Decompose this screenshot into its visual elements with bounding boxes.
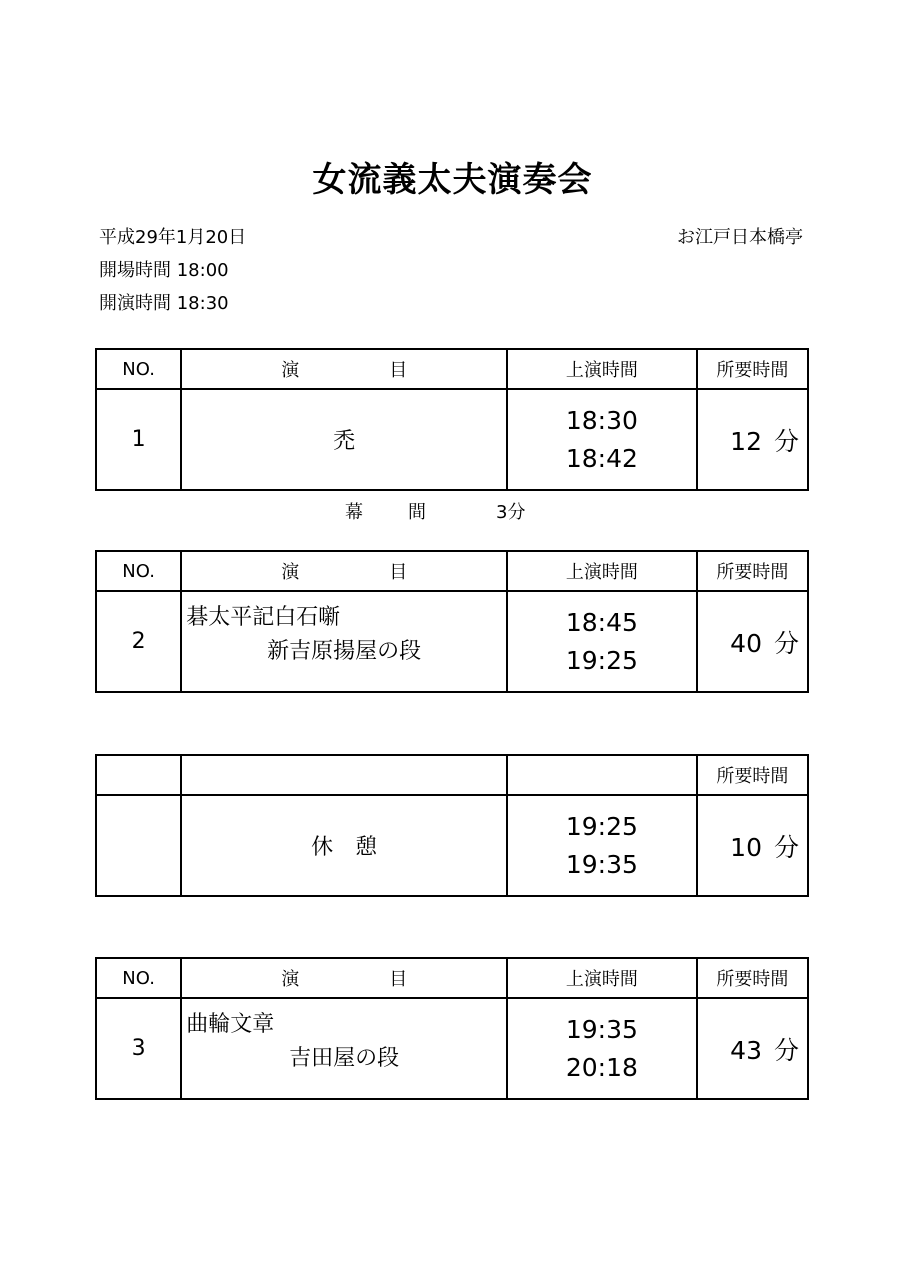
program-table-1 <box>95 348 809 491</box>
program-time <box>507 591 697 692</box>
intermission-note <box>345 498 525 524</box>
program-duration <box>697 389 808 490</box>
program-title-line1: 碁太平記白石噺 <box>186 605 341 630</box>
duration-minutes: 12 <box>730 426 762 456</box>
program-number: 3 <box>96 998 181 1099</box>
header-title <box>181 349 507 389</box>
doors-open <box>99 256 229 282</box>
program-table-2 <box>95 550 809 693</box>
duration-unit: 分 <box>773 628 799 658</box>
intermission-duration: 3分 <box>496 502 526 523</box>
show-start-time: 18:30 <box>176 293 229 314</box>
start-time: 18:30 <box>565 405 638 435</box>
header-title-b: 目 <box>389 562 408 583</box>
end-time: 19:25 <box>565 645 638 675</box>
table-header-row <box>96 755 808 795</box>
program-time <box>507 998 697 1099</box>
doors-open-label: 開場時間 <box>99 260 171 281</box>
program-title-line2: 吉田屋の段 <box>289 1046 400 1071</box>
end-time: 19:35 <box>565 849 638 879</box>
program-time <box>507 795 697 896</box>
header-no: NO. <box>96 349 181 389</box>
duration-minutes: 10 <box>730 832 762 862</box>
header-title-a: 演 <box>281 562 300 583</box>
table-header-row <box>96 349 808 389</box>
header-duration: 所要時間 <box>697 551 808 591</box>
header-title <box>181 958 507 998</box>
duration-unit: 分 <box>773 832 799 862</box>
duration-unit: 分 <box>773 426 799 456</box>
start-time: 19:35 <box>565 1014 638 1044</box>
program-duration <box>697 795 808 896</box>
header-time: 上演時間 <box>507 349 697 389</box>
break-title: 休 憩 <box>181 795 507 896</box>
duration-minutes: 43 <box>730 1035 762 1065</box>
program-duration <box>697 998 808 1099</box>
header-title <box>181 551 507 591</box>
show-start-label: 開演時間 <box>99 293 171 314</box>
table-row <box>96 795 808 896</box>
program-time <box>507 389 697 490</box>
header-empty <box>507 755 697 795</box>
header-duration: 所要時間 <box>697 755 808 795</box>
program-title <box>181 998 507 1099</box>
program-number: 2 <box>96 591 181 692</box>
table-row <box>96 998 808 1099</box>
program-title-line2: 新吉原揚屋の段 <box>267 639 422 664</box>
break-table <box>95 754 809 897</box>
duration-minutes: 40 <box>730 628 762 658</box>
program-number: 1 <box>96 389 181 490</box>
end-time: 20:18 <box>565 1052 638 1082</box>
table-header-row <box>96 958 808 998</box>
program-title-line1: 曲輪文章 <box>186 1012 275 1037</box>
program-title <box>181 591 507 692</box>
header-time: 上演時間 <box>507 958 697 998</box>
intermission-label-a: 幕 <box>345 502 363 523</box>
venue-name: お江戸日本橋亭 <box>677 227 803 248</box>
header-title-b: 目 <box>389 969 408 990</box>
header-empty <box>96 755 181 795</box>
event-date: 平成29年1月20日 <box>99 227 247 248</box>
program-number <box>96 795 181 896</box>
header-time: 上演時間 <box>507 551 697 591</box>
duration-unit: 分 <box>773 1035 799 1065</box>
header-title-a: 演 <box>281 360 300 381</box>
header-no: NO. <box>96 551 181 591</box>
header-duration: 所要時間 <box>697 958 808 998</box>
header-title-b: 目 <box>389 360 408 381</box>
start-time: 19:25 <box>565 811 638 841</box>
end-time: 18:42 <box>565 443 638 473</box>
intermission-label-b: 間 <box>408 502 426 523</box>
header-duration: 所要時間 <box>697 349 808 389</box>
program-table-3 <box>95 957 809 1100</box>
program-title: 禿 <box>181 389 507 490</box>
table-row <box>96 591 808 692</box>
start-time: 18:45 <box>565 607 638 637</box>
table-header-row <box>96 551 808 591</box>
header-title-a: 演 <box>281 969 300 990</box>
header-no: NO. <box>96 958 181 998</box>
page-title: 女流義太夫演奏会 <box>312 160 593 200</box>
program-duration <box>697 591 808 692</box>
header-empty <box>181 755 507 795</box>
doors-open-time: 18:00 <box>176 260 229 281</box>
show-start <box>99 289 229 315</box>
table-row <box>96 389 808 490</box>
